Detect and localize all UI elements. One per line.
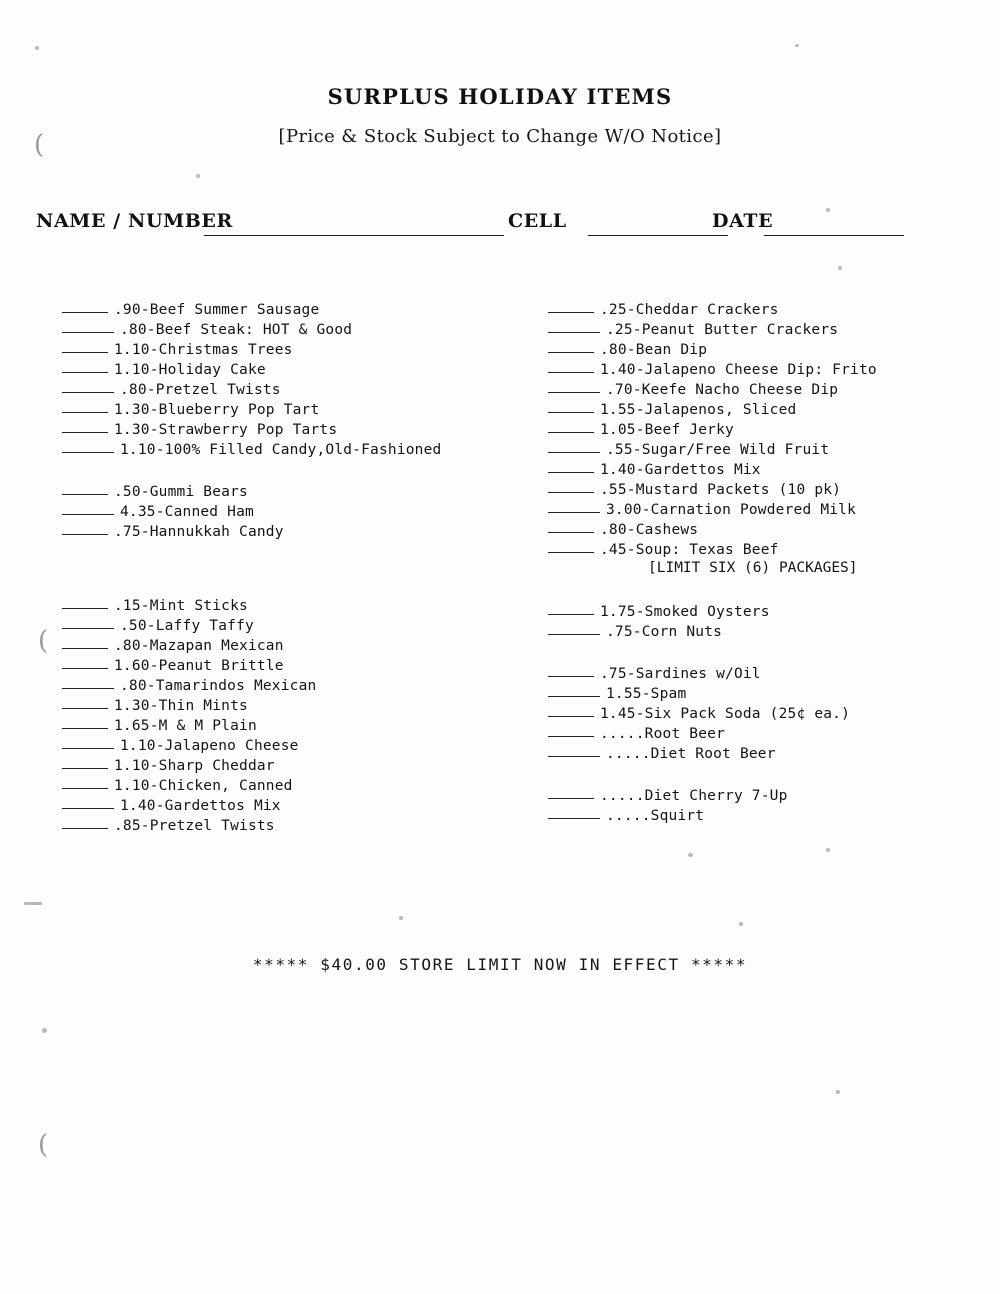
- order-line-item[interactable]: [548, 380, 968, 400]
- item-label: .25-Cheddar Crackers: [600, 302, 779, 318]
- item-label: .50-Gummi Bears: [114, 484, 248, 500]
- quantity-blank[interactable]: [548, 663, 594, 677]
- quantity-blank[interactable]: [62, 501, 114, 515]
- quantity-blank[interactable]: [548, 339, 594, 353]
- scan-speck: [42, 1028, 47, 1033]
- order-line-item[interactable]: [62, 676, 502, 696]
- item-label: 1.40-Jalapeno Cheese Dip: Frito: [600, 362, 877, 378]
- group-spacer: [548, 764, 968, 786]
- item-label: .45-Soup: Texas Beef: [600, 542, 779, 558]
- order-line-item[interactable]: [548, 460, 968, 480]
- order-line-item[interactable]: [62, 502, 502, 522]
- order-line-item[interactable]: [62, 522, 502, 542]
- order-line-item[interactable]: [548, 440, 968, 460]
- quantity-blank[interactable]: [62, 379, 114, 393]
- quantity-blank[interactable]: [62, 655, 108, 669]
- cell-label: CELL: [508, 210, 567, 232]
- item-label: .80-Cashews: [600, 522, 699, 538]
- quantity-blank[interactable]: [62, 319, 114, 333]
- item-label: 1.40-Gardettos Mix: [120, 798, 281, 814]
- order-line-item[interactable]: [62, 340, 502, 360]
- order-line-item[interactable]: [548, 786, 968, 806]
- order-line-item[interactable]: [548, 520, 968, 540]
- quantity-blank[interactable]: [62, 339, 108, 353]
- item-group: [548, 300, 968, 580]
- order-line-item[interactable]: [62, 360, 502, 380]
- group-spacer: [62, 460, 502, 482]
- item-group: [62, 482, 502, 542]
- quantity-blank[interactable]: [62, 299, 108, 313]
- item-label: 1.65-M & M Plain: [114, 718, 257, 734]
- quantity-blank[interactable]: [548, 703, 594, 717]
- order-line-item[interactable]: [62, 776, 502, 796]
- quantity-blank[interactable]: [62, 795, 114, 809]
- quantity-blank[interactable]: [62, 595, 108, 609]
- scan-speck: [795, 44, 799, 47]
- quantity-blank[interactable]: [548, 723, 594, 737]
- scan-speck: [196, 174, 200, 178]
- scan-speck: [35, 46, 39, 50]
- order-line-item[interactable]: [548, 744, 968, 764]
- item-label: .80-Bean Dip: [600, 342, 708, 358]
- scan-speck: [739, 922, 743, 926]
- order-line-item[interactable]: [62, 380, 502, 400]
- order-line-item[interactable]: [62, 420, 502, 440]
- quantity-blank[interactable]: [62, 635, 108, 649]
- quantity-blank[interactable]: [62, 775, 108, 789]
- quantity-blank[interactable]: [62, 675, 114, 689]
- item-label: .75-Sardines w/Oil: [600, 666, 761, 682]
- item-label: .80-Tamarindos Mexican: [120, 678, 317, 694]
- item-label: 1.75-Smoked Oysters: [600, 604, 770, 620]
- item-label: 1.30-Blueberry Pop Tart: [114, 402, 320, 418]
- item-label: 1.30-Thin Mints: [114, 698, 248, 714]
- item-label: .75-Hannukkah Candy: [114, 524, 284, 540]
- order-line-item[interactable]: [548, 300, 968, 320]
- order-line-item[interactable]: [548, 320, 968, 340]
- item-group: [62, 300, 502, 460]
- item-label: 1.10-Christmas Trees: [114, 342, 293, 358]
- quantity-blank[interactable]: [62, 715, 108, 729]
- group-spacer: [548, 642, 968, 664]
- item-label: .25-Peanut Butter Crackers: [606, 322, 839, 338]
- order-line-item[interactable]: [62, 400, 502, 420]
- quantity-blank[interactable]: [548, 399, 594, 413]
- right-item-column: [548, 300, 968, 826]
- quantity-blank[interactable]: [548, 459, 594, 473]
- scan-artifact-paren: (: [34, 130, 45, 160]
- item-label: 1.05-Beef Jerky: [600, 422, 734, 438]
- item-label: 1.40-Gardettos Mix: [600, 462, 761, 478]
- item-label: .90-Beef Summer Sausage: [114, 302, 320, 318]
- quantity-blank[interactable]: [62, 735, 114, 749]
- item-label: .....Squirt: [606, 808, 705, 824]
- item-label: .50-Laffy Taffy: [120, 618, 254, 634]
- item-label: 1.10-Jalapeno Cheese: [120, 738, 299, 754]
- order-line-item[interactable]: [62, 716, 502, 736]
- order-line-item[interactable]: [62, 300, 502, 320]
- quantity-blank[interactable]: [62, 399, 108, 413]
- item-label: .55-Mustard Packets (10 pk): [600, 482, 842, 498]
- quantity-blank[interactable]: [548, 499, 600, 513]
- order-line-item[interactable]: [548, 602, 968, 622]
- order-line-item[interactable]: [62, 756, 502, 776]
- quantity-blank[interactable]: [62, 521, 108, 535]
- quantity-blank[interactable]: [62, 615, 114, 629]
- item-label: 1.10-100% Filled Candy,Old-Fashioned: [120, 442, 442, 458]
- order-line-item[interactable]: [548, 704, 968, 724]
- item-label: 1.55-Spam: [606, 686, 687, 702]
- quantity-blank[interactable]: [548, 519, 594, 533]
- order-line-item[interactable]: [548, 420, 968, 440]
- page-subtitle: [Price & Stock Subject to Change W/O Notice]: [278, 126, 722, 147]
- quantity-blank[interactable]: [548, 601, 594, 615]
- item-label: 1.10-Chicken, Canned: [114, 778, 293, 794]
- order-line-item[interactable]: [62, 696, 502, 716]
- item-group: [548, 602, 968, 642]
- quantity-blank[interactable]: [548, 743, 600, 757]
- order-line-item[interactable]: [62, 320, 502, 340]
- order-line-item[interactable]: [62, 656, 502, 676]
- item-group: [62, 596, 502, 836]
- scan-artifact-paren: (: [38, 1130, 49, 1160]
- item-label: 1.60-Peanut Brittle: [114, 658, 284, 674]
- order-line-item[interactable]: [548, 664, 968, 684]
- quantity-blank[interactable]: [548, 379, 600, 393]
- quantity-blank[interactable]: [62, 695, 108, 709]
- quantity-blank[interactable]: [62, 481, 108, 495]
- item-label: .80-Pretzel Twists: [120, 382, 281, 398]
- item-label: .55-Sugar/Free Wild Fruit: [606, 442, 830, 458]
- quantity-blank[interactable]: [62, 439, 114, 453]
- date-input[interactable]: [764, 235, 904, 236]
- quantity-blank[interactable]: [548, 439, 600, 453]
- left-item-column: [62, 300, 502, 836]
- item-label: 1.10-Holiday Cake: [114, 362, 266, 378]
- order-line-item[interactable]: [548, 540, 968, 560]
- form-fields-row: [36, 210, 936, 242]
- order-line-item[interactable]: [62, 736, 502, 756]
- order-line-item[interactable]: [62, 616, 502, 636]
- scan-speck: [838, 266, 842, 270]
- order-line-item[interactable]: [548, 684, 968, 704]
- order-line-item[interactable]: [548, 500, 968, 520]
- quantity-blank[interactable]: [548, 539, 594, 553]
- quantity-blank[interactable]: [548, 805, 600, 819]
- order-line-item[interactable]: [548, 400, 968, 420]
- quantity-blank[interactable]: [62, 755, 108, 769]
- scan-speck: [688, 853, 693, 857]
- quantity-blank[interactable]: [548, 479, 594, 493]
- item-label: 1.30-Strawberry Pop Tarts: [114, 422, 338, 438]
- order-line-item[interactable]: [62, 596, 502, 616]
- page-title: SURPLUS HOLIDAY ITEMS: [327, 84, 673, 109]
- date-label: DATE: [712, 210, 774, 232]
- item-label: 1.45-Six Pack Soda (25¢ ea.): [600, 706, 851, 722]
- quantity-blank[interactable]: [62, 359, 108, 373]
- scan-artifact-paren: (: [38, 626, 49, 656]
- quantity-blank[interactable]: [548, 359, 594, 373]
- item-label: 1.10-Sharp Cheddar: [114, 758, 275, 774]
- order-line-item[interactable]: [548, 340, 968, 360]
- item-group: [548, 664, 968, 764]
- order-line-item[interactable]: [62, 482, 502, 502]
- item-label: .70-Keefe Nacho Cheese Dip: [606, 382, 839, 398]
- quantity-blank[interactable]: [62, 815, 108, 829]
- quantity-blank[interactable]: [548, 621, 600, 635]
- store-limit-notice: ***** $40.00 STORE LIMIT NOW IN EFFECT *****: [252, 955, 748, 974]
- item-label: .85-Pretzel Twists: [114, 818, 275, 834]
- item-note: [LIMIT SIX (6) PACKAGES]: [648, 560, 858, 576]
- order-line-item[interactable]: [548, 724, 968, 744]
- cell-input[interactable]: [588, 235, 728, 236]
- scan-smudge: [24, 902, 42, 905]
- item-group: [548, 786, 968, 826]
- scan-speck: [836, 1090, 840, 1094]
- order-line-item[interactable]: [548, 480, 968, 500]
- order-line-item[interactable]: [62, 440, 502, 460]
- quantity-blank[interactable]: [548, 419, 594, 433]
- order-line-item[interactable]: [62, 816, 502, 836]
- order-line-item[interactable]: [548, 360, 968, 380]
- item-label: .....Diet Root Beer: [606, 746, 776, 762]
- order-line-item[interactable]: [548, 806, 968, 826]
- quantity-blank[interactable]: [548, 319, 600, 333]
- item-label: .15-Mint Sticks: [114, 598, 248, 614]
- item-label: .80-Mazapan Mexican: [114, 638, 284, 654]
- quantity-blank[interactable]: [548, 785, 594, 799]
- item-label: .75-Corn Nuts: [606, 624, 723, 640]
- quantity-blank[interactable]: [548, 683, 600, 697]
- name-number-input[interactable]: [204, 235, 504, 236]
- item-label: .....Diet Cherry 7-Up: [600, 788, 788, 804]
- item-label: 4.35-Canned Ham: [120, 504, 254, 520]
- group-spacer: [62, 542, 502, 596]
- scan-speck: [826, 848, 830, 852]
- item-label: .....Root Beer: [600, 726, 726, 742]
- group-spacer: [548, 580, 968, 602]
- order-line-item[interactable]: [62, 796, 502, 816]
- item-label: .80-Beef Steak: HOT & Good: [120, 322, 353, 338]
- item-label: 1.55-Jalapenos, Sliced: [600, 402, 797, 418]
- scan-speck: [399, 916, 403, 920]
- quantity-blank[interactable]: [62, 419, 108, 433]
- name-number-label: NAME / NUMBER: [36, 210, 233, 232]
- order-line-item[interactable]: [62, 636, 502, 656]
- order-line-item[interactable]: [548, 622, 968, 642]
- item-label: 3.00-Carnation Powdered Milk: [606, 502, 857, 518]
- quantity-blank[interactable]: [548, 299, 594, 313]
